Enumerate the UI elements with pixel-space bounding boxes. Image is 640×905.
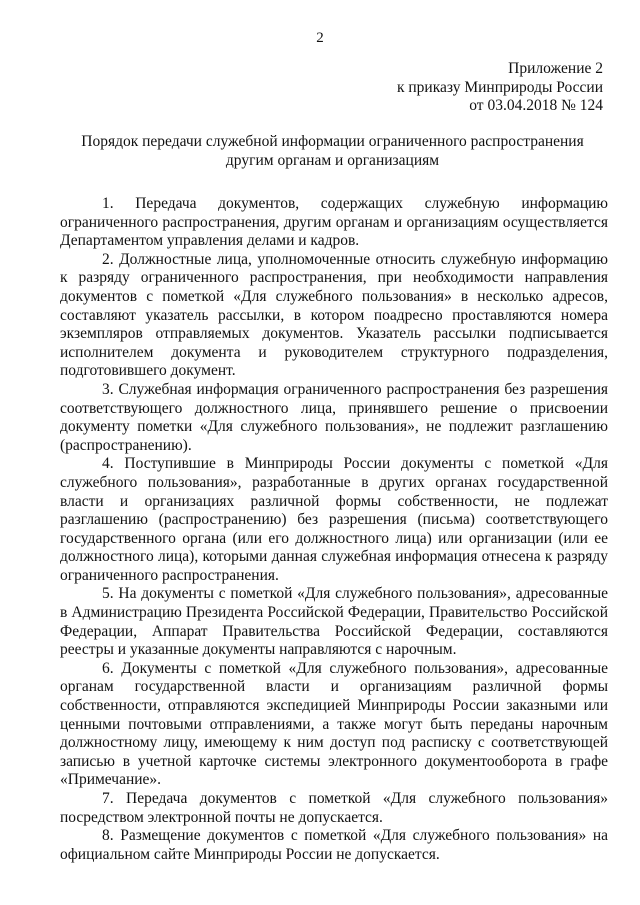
paragraph-6: 6. Документы с пометкой «Для служебного пользования», адресованные органам государственной власти и организациям различной формы собственности, отправляются экспедицией Минприроды России заказными или ценными почтовыми отправлениями, а также могут быть переданы нарочным должностному лицу, имеющему к ним доступ под расписку с соответствующей записью в учетной карточке системы электронного документооборота в графе «Примечание». [60, 659, 608, 789]
paragraph-4: 4. Поступившие в Минприроды России документы с пометкой «Для служебного пользования», разработанные в других органах государственной власти и организациях различной формы собственности, не подлежат разглашению (распространению) без разрешения (письма) соответствующего государственного органа (или его должностного лица) или организации (или ее должностного лица), которыми данная служебная информация отнесена к разряду ограниченного распространения. [60, 455, 608, 584]
document-body [60, 195, 608, 864]
document-title [50, 133, 615, 170]
appendix-line-3: от 03.04.2018 № 124 [469, 97, 603, 114]
appendix-line-1: Приложение 2 [508, 60, 603, 77]
document-title-line-1: Порядок передачи служебной информации ограниченного распространения [81, 133, 584, 150]
paragraph-5: 5. На документы с пометкой «Для служебного пользования», адресованные в Администрацию Президента Российской Федерации, Правительство Российской Федерации, Аппарат Правительства Российской Федерации, составляются реестры и указанные документы направляются с нарочным. [60, 585, 608, 659]
appendix-header [397, 60, 603, 116]
paragraph-3: 3. Служебная информация ограниченного распространения без разрешения соответствующего должностного лица, принявшего решение о присвоении документу пометки «Для служебного пользования», не подлежит разглашению (распространению). [60, 380, 608, 454]
document-title-line-2: другим органам и организациям [225, 151, 440, 169]
paragraph-1: 1. Передача документов, содержащих служебную информацию ограниченного распространения, другим органам и организациям осуществляется Департаментом управления делами и кадров. [60, 195, 608, 250]
page-number: 2 [316, 30, 324, 46]
paragraph-8: 8. Размещение документов с пометкой «Для служебного пользования» на официальном сайте Минприроды России не допускается. [60, 827, 608, 863]
paragraph-7: 7. Передача документов с пометкой «Для служебного пользования» посредством электронной почты не допускается. [60, 790, 608, 826]
paragraph-2: 2. Должностные лица, уполномоченные относить служебную информацию к разряду ограниченного распространения, при необходимости направления документов с пометкой «Для служебного пользования» в несколько адресов, составляют указатель рассылки, в котором поадресно проставляются номера экземпляров отправляемых документов. Указатель рассылки подписывается исполнителем документа и руководителем структурного подразделения, подготовившего документ. [60, 250, 608, 380]
appendix-line-2: к приказу Минприроды России [396, 78, 603, 96]
